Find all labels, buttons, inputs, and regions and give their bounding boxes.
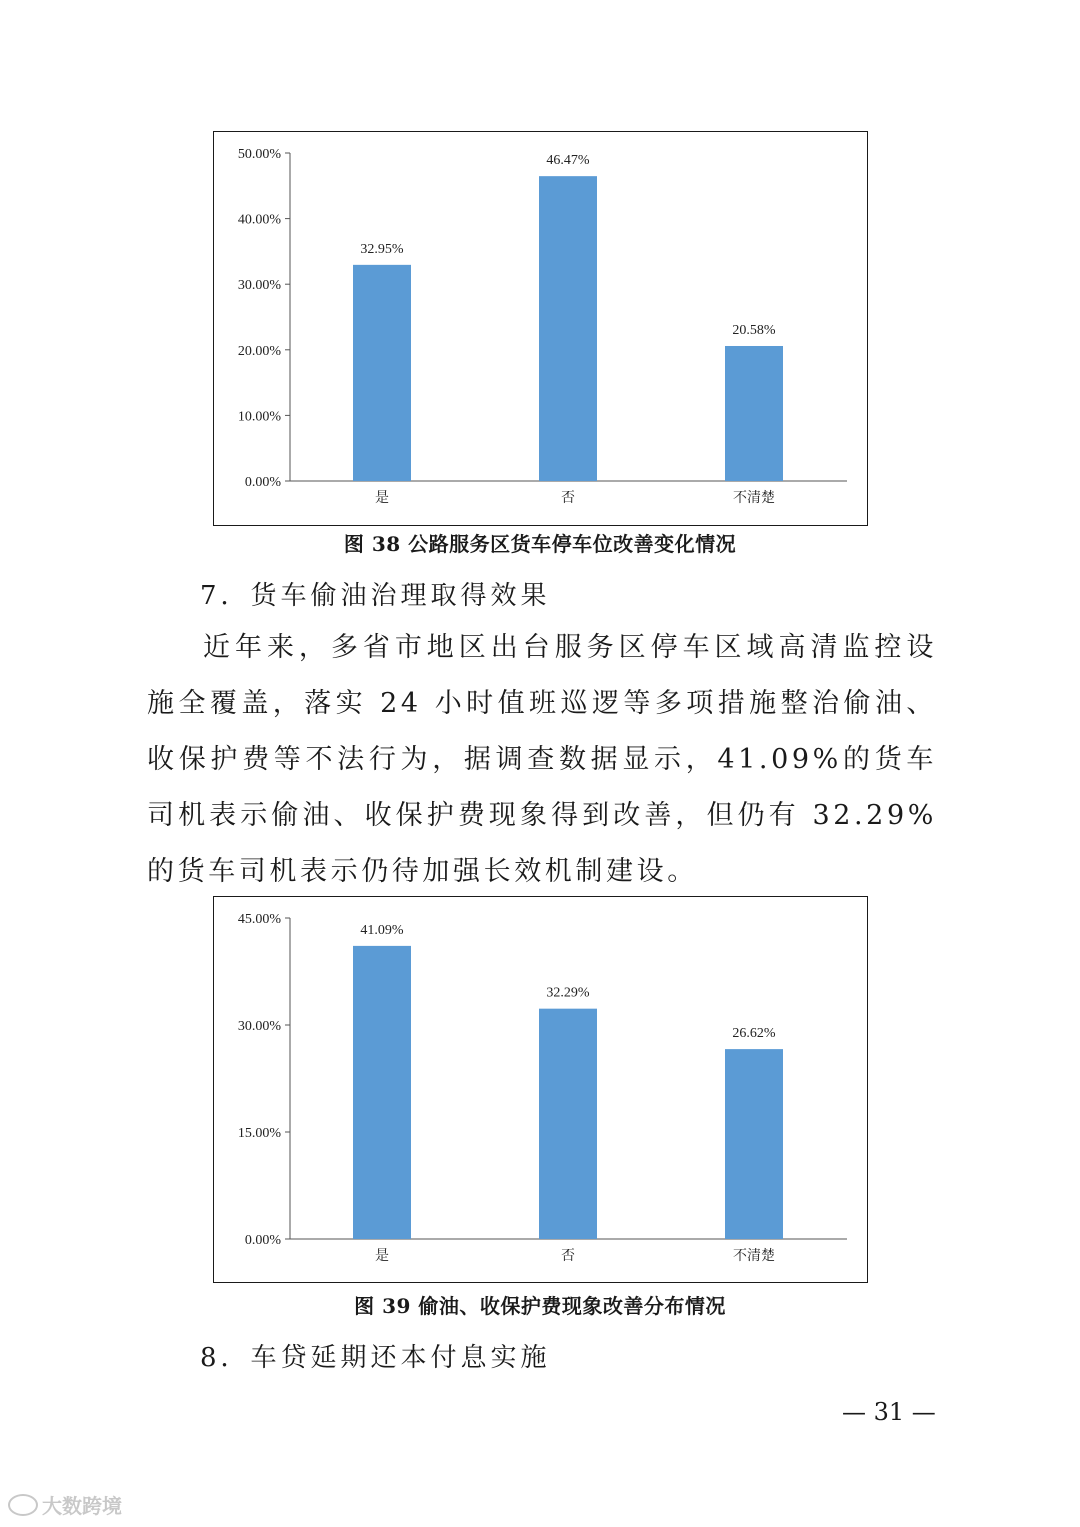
y-tick-label: 40.00%	[237, 212, 281, 228]
bar-chart-fig38	[214, 132, 867, 525]
page-number: — 31 —	[842, 1398, 936, 1426]
watermark	[8, 1490, 122, 1519]
y-tick-label: 30.00%	[237, 1019, 281, 1034]
data-label: 32.29%	[546, 985, 590, 1001]
bar-chart-fig39	[214, 897, 867, 1282]
data-label: 20.58%	[732, 322, 776, 338]
x-tick-label: 否	[561, 1249, 575, 1264]
watermark-logo-icon	[8, 1494, 38, 1516]
y-tick-label: 45.00%	[237, 912, 281, 927]
y-tick-label: 0.00%	[244, 1233, 281, 1248]
data-label: 26.62%	[732, 1026, 776, 1042]
bar	[539, 176, 597, 481]
section-heading-8: 8．车贷延期还本付息实施	[200, 1343, 551, 1373]
section-heading-7: 7．货车偷油治理取得效果	[200, 581, 551, 611]
y-tick-label: 0.00%	[244, 475, 281, 490]
data-label: 46.47%	[546, 153, 590, 169]
y-tick-label: 15.00%	[237, 1126, 281, 1141]
y-tick-label: 50.00%	[237, 147, 281, 162]
chart-fig38	[213, 131, 868, 526]
figure-caption-38: 图 38 公路服务区货车停车位改善变化情况	[343, 532, 737, 556]
data-label: 41.09%	[360, 922, 404, 938]
y-tick-label: 30.00%	[237, 278, 281, 294]
x-tick-label: 是	[375, 491, 389, 506]
watermark-text: 大数跨境	[42, 1494, 122, 1518]
x-tick-label: 不清楚	[733, 491, 775, 506]
bar	[353, 265, 411, 481]
y-tick-label: 20.00%	[237, 343, 281, 359]
figure-caption-39: 图 39 偷油、收保护费现象改善分布情况	[354, 1294, 726, 1318]
bar	[725, 346, 783, 481]
x-tick-label: 不清楚	[733, 1249, 775, 1264]
x-tick-label: 否	[561, 491, 575, 506]
y-tick-label: 10.00%	[237, 409, 281, 425]
bar	[353, 946, 411, 1239]
bar	[725, 1049, 783, 1239]
bar	[539, 1009, 597, 1239]
data-label: 32.95%	[360, 241, 404, 257]
chart-fig39	[213, 896, 868, 1283]
x-tick-label: 是	[375, 1249, 389, 1264]
body-paragraph: 近年来，多省市地区出台服务区停车区域高清监控设施全覆盖，落实 24 小时值班巡逻等多项措施整治偷油、收保护费等不法行为，据调查数据显示，41.09%的货车司机表示偷油、收保护费现象得到改善，但仍有 32.29%的货车司机表示仍待加强长效机制建设。	[147, 632, 937, 887]
